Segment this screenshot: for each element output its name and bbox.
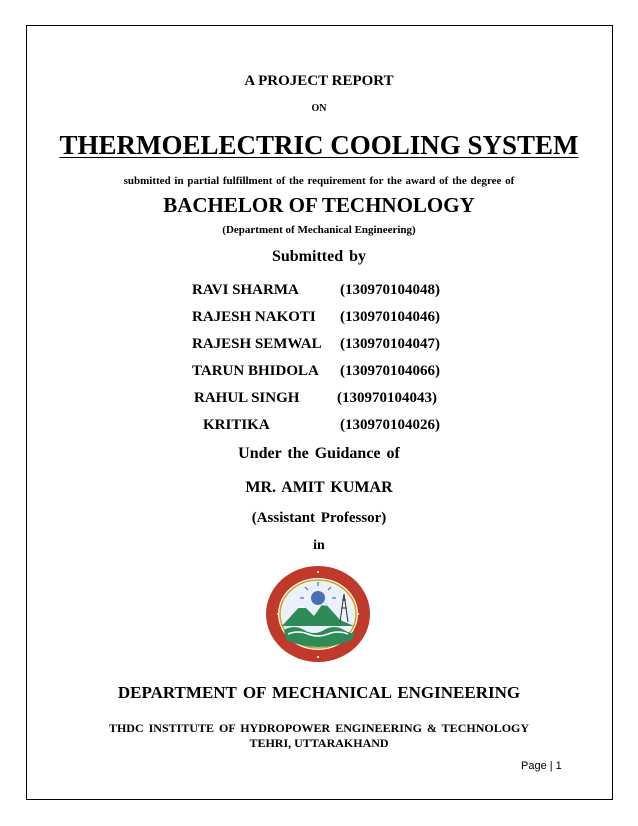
student-roll: (130970104026) [340, 417, 440, 433]
student-roll: (130970104043) [337, 390, 437, 406]
institute-name: THDC INSTITUTE OF HYDROPOWER ENGINEERING & TECHNOLOGY [108, 721, 530, 735]
degree-title: BACHELOR OF TECHNOLOGY [163, 193, 475, 217]
student-name: KRITIKA [203, 417, 270, 433]
page-number: Page | 1 [521, 760, 562, 772]
report-label: A PROJECT REPORT [244, 73, 394, 89]
submitted-by-label: Submitted by [271, 248, 367, 265]
guidance-label: Under the Guidance of [238, 445, 400, 462]
guide-designation: (Assistant Professor) [251, 510, 387, 526]
student-name: TARUN BHIDOLA [192, 363, 319, 379]
student-roll: (130970104066) [340, 363, 440, 379]
project-title: THERMOELECTRIC COOLING SYSTEM [59, 130, 579, 160]
student-name: RAJESH SEMWAL [192, 336, 322, 352]
guide-name: MR. AMIT KUMAR [245, 479, 393, 496]
student-name: RAVI SHARMA [192, 282, 299, 298]
student-name: RAJESH NAKOTI [192, 309, 316, 325]
student-name: RAHUL SINGH [194, 390, 300, 406]
student-roll: (130970104048) [340, 282, 440, 298]
university-seal-icon [264, 564, 372, 664]
institute-location: TEHRI, UTTARAKHAND [249, 736, 389, 750]
submission-statement: submitted in partial fulfillment of the requirement for the award of the degree of [123, 175, 515, 187]
in-label: in [313, 538, 325, 553]
department-note: (Department of Mechanical Engineering) [222, 224, 416, 236]
department-name: DEPARTMENT OF MECHANICAL ENGINEERING [117, 683, 521, 702]
student-roll: (130970104046) [340, 309, 440, 325]
on-label: ON [311, 103, 327, 114]
student-roll: (130970104047) [340, 336, 440, 352]
